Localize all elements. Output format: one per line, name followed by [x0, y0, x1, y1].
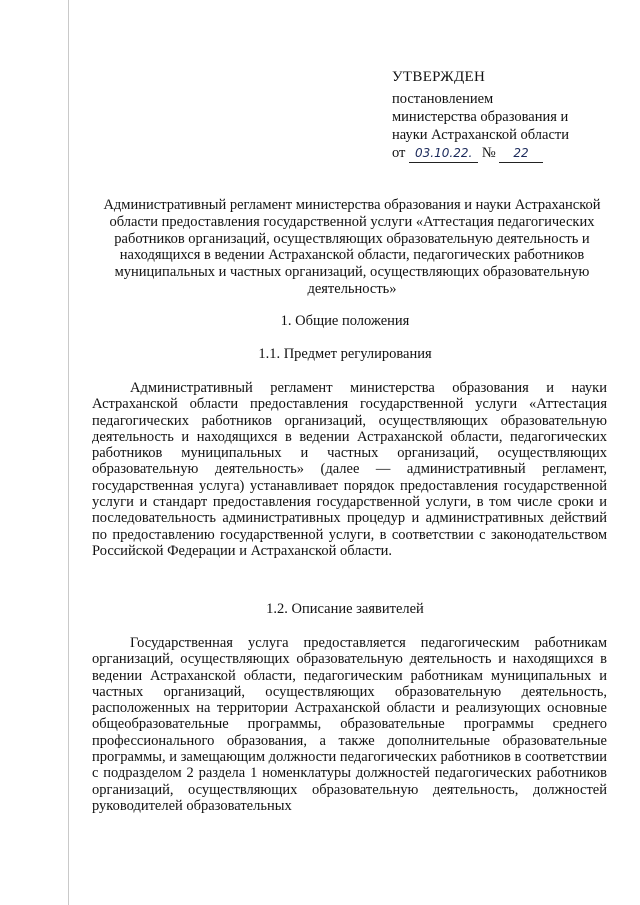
approval-line-1: постановлением — [392, 91, 494, 107]
date-prefix: от — [392, 145, 406, 161]
margin-line — [68, 0, 69, 905]
subsection-1-1-heading: 1.1. Предмет регулирования — [258, 346, 432, 362]
document-title: Административный регламент министерства образования и науки Астраханской области предоставления государственной услуги «Аттестация педагогических работников организаций, осуществляющих образовательную деятельность и находящихся в ведении Астраханской области, педагогических работников муниципальных и частных организаций, осуществляющих образовательную деятельность» — [103, 197, 601, 297]
approval-line-2: министерства образования и — [392, 109, 569, 125]
subsection-1-1-paragraph: Административный регламент министерства образования и науки Астраханской области предоставления государственной услуги «Аттестация педагогических работников организаций, осуществляющих образовательную деятельность и находящихся в ведении Астраханской области, педагогических работников муниципальных и частных организаций, осуществляющих образовательную деятельность» (далее — административный регламент, государственная услуга) устанавливает порядок предоставления государственной услуги и стандарт предоставления государственной услуги, в том числе сроки и последовательность административных процедур и административных действий по предоставлению государственной услуги, в соответствии с законодательством Российской Федерации и Астраханской области. — [92, 380, 607, 559]
approval-line-3: науки Астраханской области — [392, 127, 569, 143]
number-prefix: № — [481, 145, 496, 161]
approval-date: 03.10.22. — [409, 144, 478, 163]
subsection-1-2-heading: 1.2. Описание заявителей — [266, 601, 424, 617]
subsection-1-2-paragraph: Государственная услуга предоставляется педагогическим работникам организаций, осуществляющих образовательную деятельность и находящихся в ведении Астраханской области, педагогическим работникам муниципальных и частных организаций, осуществляющих образовательную деятельность, расположенных на территории Астраханской области и реализующих основные общеобразовательные программы, образовательные программы среднего профессионального образования, а также дополнительные образовательные программы, и замещающим должности педагогических работников в соответствии с подразделом 2 раздела 1 номенклатуры должностей педагогических работников организаций, осуществляющих образовательную деятельность, должностей руководителей образовательных — [92, 635, 607, 814]
approval-number: 22 — [499, 144, 542, 163]
section-1-heading: 1. Общие положения — [280, 313, 410, 329]
approval-heading: УТВЕРЖДЕН — [392, 69, 486, 85]
approval-stamp — [392, 68, 612, 163]
approval-date-line — [392, 144, 612, 163]
